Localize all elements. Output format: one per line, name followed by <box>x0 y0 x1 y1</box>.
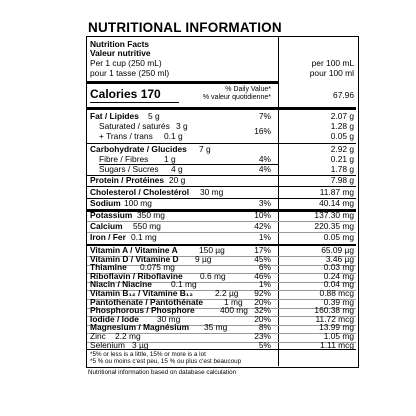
nutrient-per100: 0.04 mg <box>323 279 354 290</box>
nutrient-amount: 2.2 µg <box>215 288 239 298</box>
calories-underline <box>90 102 179 103</box>
cholesterol-per-100: 11.87 mg <box>319 187 354 197</box>
nutrient-per100: 3.46 µg <box>325 253 354 264</box>
footnote-en: *5% or less is a little, 15% or more is a lot <box>90 351 206 358</box>
nutrient-label: Zinc <box>90 331 106 341</box>
nutrient-label: Selenium <box>90 339 125 350</box>
nutrient-dv: 17% <box>254 245 271 255</box>
nutrient-dv: 5% <box>258 339 271 350</box>
nutrient-amount: 550 mg <box>133 221 161 231</box>
sugars-dv: 4% <box>258 164 271 174</box>
nutrient-per100: 11.72 mcg <box>315 313 354 324</box>
page-heading: NUTRITIONAL INFORMATION <box>88 20 282 35</box>
trans-amount: 0.1 g <box>164 131 183 141</box>
nutrient-label: Potassium <box>90 210 133 220</box>
nutrient-label: Vitamin A / Vitamine A <box>90 245 178 255</box>
dv-header-fr: % valeur quotidienne* <box>202 94 271 101</box>
cholesterol-label: Cholesterol / Cholestérol <box>90 187 190 197</box>
serving-size-fr: pour 1 tasse (250 ml) <box>90 68 170 78</box>
nutrient-label: Niacin / Niacine <box>90 279 152 290</box>
nutrient-dv: 23% <box>254 331 271 341</box>
fat-label: Fat / Lipides <box>90 111 139 121</box>
row-separator <box>87 342 356 343</box>
saturated-label: Saturated / saturés <box>99 121 170 131</box>
nutrient-per100: 0.03 mg <box>323 262 354 273</box>
sodium-label: Sodium <box>90 198 121 208</box>
nutrient-label: Vitamin B₁₂ / Vitamine B₁₂ <box>90 288 193 298</box>
fat-amount: 5 g <box>148 111 160 121</box>
nutrient-label: Calcium <box>90 221 123 231</box>
fibre-label: Fibre / Fibres <box>99 154 149 164</box>
calories-label: Calories 170 <box>90 87 161 101</box>
nutrient-dv: 10% <box>254 210 271 220</box>
nutrient-dv: 20% <box>254 313 271 324</box>
nutrient-per100: 137.30 mg <box>314 210 354 220</box>
nutrient-amount: 400 mg <box>220 305 248 316</box>
sodium-amount: 100 mg <box>124 198 152 208</box>
nutrient-label: Phosphorous / Phosphore <box>90 305 195 316</box>
title-fr: Valeur nutritive <box>90 48 151 58</box>
nutrient-amount: 35 mg <box>204 322 228 333</box>
nutrient-dv: 45% <box>254 253 271 264</box>
nutrient-amount: 150 µg <box>199 245 225 255</box>
nutrient-amount: 0.1 mg <box>171 279 197 290</box>
row-separator <box>87 232 356 233</box>
nutrient-per100: 13.99 mg <box>319 322 354 333</box>
trans-label: + Trans / trans <box>99 131 153 141</box>
nutrient-amount: 0.1 mg <box>131 232 157 242</box>
fibre-per-100: 0.21 g <box>330 154 354 164</box>
nutrient-per100: 1.11 mcg <box>320 339 354 350</box>
nutrition-facts-table <box>86 36 359 368</box>
fat-dv: 7% <box>258 111 271 121</box>
nutrient-amount: 0.075 mg <box>140 262 175 273</box>
nutrient-per100: 160.38 mg <box>314 305 354 316</box>
nutrient-amount: 350 mg <box>137 210 165 220</box>
nutrient-dv: 6% <box>258 262 271 273</box>
nutrient-label: Iodide / Iode <box>90 313 139 324</box>
trans-per-100: 0.05 g <box>330 131 354 141</box>
nutrient-per100: 0.88 mcg <box>319 288 354 298</box>
nutrient-per100: 0.24 mg <box>323 270 354 281</box>
title-en: Nutrition Facts <box>90 39 150 49</box>
nutrient-dv: 1% <box>258 232 271 242</box>
nutrient-amount: 3 µg <box>132 339 149 350</box>
sodium-dv: 3% <box>258 198 271 208</box>
nutrient-label: Riboflavin / Riboflavine <box>90 270 183 281</box>
sugars-label: Sugars / Sucres <box>99 164 159 174</box>
nutrient-label: Thiamine <box>90 262 127 273</box>
sodium-per-100: 40.14 mg <box>319 198 354 208</box>
nutrient-label: Vitamin D / Vitamine D <box>90 253 179 264</box>
saturated-per-100: 1.28 g <box>330 121 354 131</box>
nutrient-label: Iron / Fer <box>90 232 126 242</box>
dv-header-en: % Daily Value* <box>225 86 271 93</box>
nutrient-dv: 8% <box>258 322 271 333</box>
rule <box>87 349 356 350</box>
per-100-header-en: per 100 mL <box>311 58 354 68</box>
nutrient-amount: 0.6 mg <box>200 270 226 281</box>
footer-note: Nutritional information based on database calculation <box>88 369 237 376</box>
serving-size-en: Per 1 cup (250 mL) <box>90 58 162 68</box>
nutrient-amount: 2.2 mg <box>115 331 141 341</box>
calories-per-100: 67.96 <box>333 90 354 100</box>
rule-thick <box>87 81 278 84</box>
sugars-amount: 4 g <box>171 164 183 174</box>
carb-label: Carbohydrate / Glucides <box>90 144 187 154</box>
protein-amount: 20 g <box>169 175 186 185</box>
nutrient-amount: 9 µg <box>195 253 212 264</box>
nutrient-dv: 46% <box>254 270 271 281</box>
nutrient-dv: 1% <box>258 279 271 290</box>
saturated-amount: 3 g <box>176 121 188 131</box>
nutrient-per100: 220.35 mg <box>314 221 354 231</box>
sat-trans-dv: 16% <box>254 126 271 136</box>
nutrient-dv: 92% <box>254 288 271 298</box>
fibre-amount: 1 g <box>164 154 176 164</box>
nutrient-per100: 1.05 mg <box>323 331 354 341</box>
fat-per-100: 2.07 g <box>330 111 354 121</box>
rule-thick <box>87 107 356 110</box>
nutrient-per100: 0.05 mg <box>323 232 354 242</box>
protein-label: Protein / Protéines <box>90 175 164 185</box>
nutrient-label: Magnesium / Magnésium <box>90 322 190 333</box>
protein-per-100: 7.98 g <box>330 175 354 185</box>
footnote-fr: *5 % ou moins c'est peu, 15 % ou plus c'est beaucoup <box>90 358 242 365</box>
nutrient-dv: 20% <box>254 296 271 307</box>
per-100-header-fr: pour 100 ml <box>309 68 354 78</box>
row-separator <box>87 265 356 266</box>
nutrient-dv: 42% <box>254 221 271 231</box>
nutrient-dv: 32% <box>254 305 271 316</box>
sugars-per-100: 1.78 g <box>330 164 354 174</box>
carb-per-100: 2.92 g <box>330 144 354 154</box>
nutrient-amount: 1 mg <box>224 296 243 307</box>
nutrient-label: Pantothenate / Pantothénate <box>90 296 204 307</box>
nutrient-per100: 0.39 mg <box>323 296 354 307</box>
cholesterol-amount: 30 mg <box>200 187 224 197</box>
carb-amount: 7 g <box>199 144 211 154</box>
nutrient-amount: 30 mg <box>157 313 181 324</box>
fibre-dv: 4% <box>258 154 271 164</box>
nutrient-per100: 65.09 µg <box>321 245 354 255</box>
